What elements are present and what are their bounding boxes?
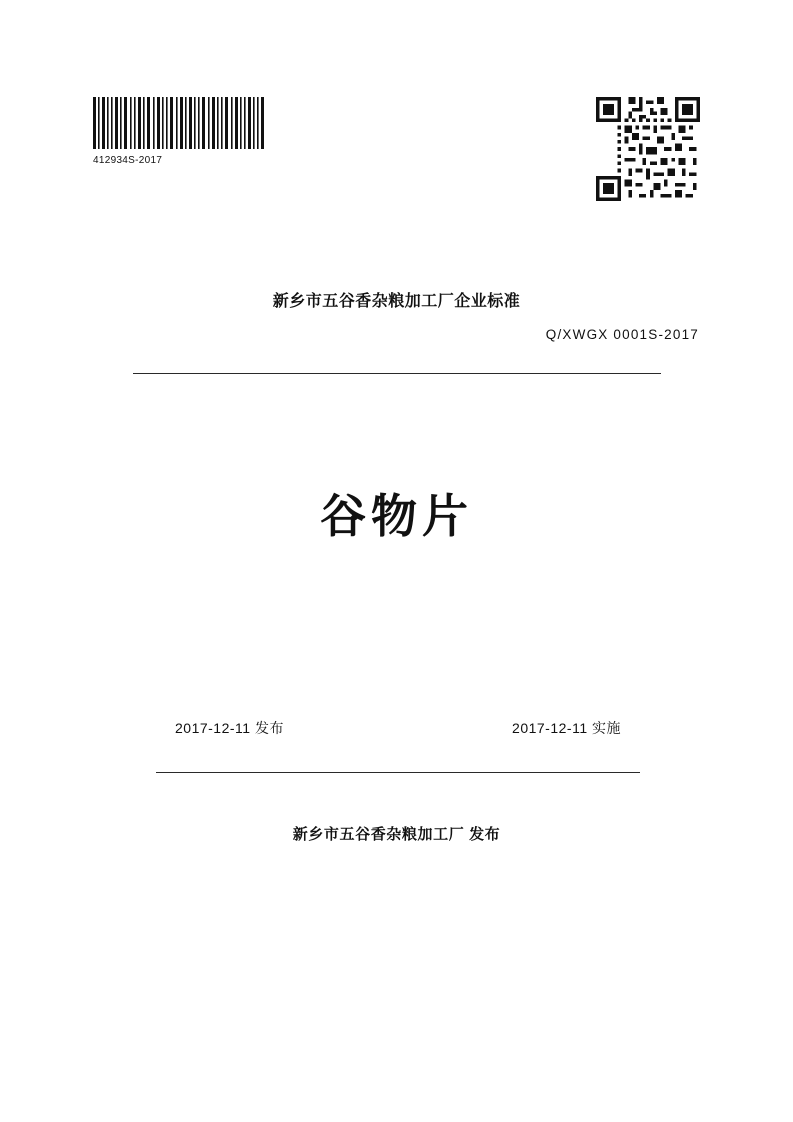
qr-code-icon	[596, 97, 700, 201]
standard-title: 新乡市五谷香杂粮加工厂企业标准	[272, 293, 521, 310]
dates-row	[133, 718, 661, 740]
effective-date: 2017-12-11 实施	[512, 720, 621, 736]
product-title: 谷物片	[320, 490, 473, 542]
issue-date: 2017-12-11 发布	[175, 720, 284, 736]
barcode-number: 412934S-2017	[93, 155, 163, 166]
bottom-divider	[156, 772, 640, 773]
qr-code-block	[596, 97, 700, 201]
barcode-block	[93, 97, 268, 166]
barcode-icon	[93, 97, 265, 149]
top-divider	[133, 373, 661, 374]
publisher-line: 新乡市五谷香杂粮加工厂 发布	[292, 826, 501, 843]
standard-code: Q/XWGX 0001S-2017	[545, 327, 699, 342]
